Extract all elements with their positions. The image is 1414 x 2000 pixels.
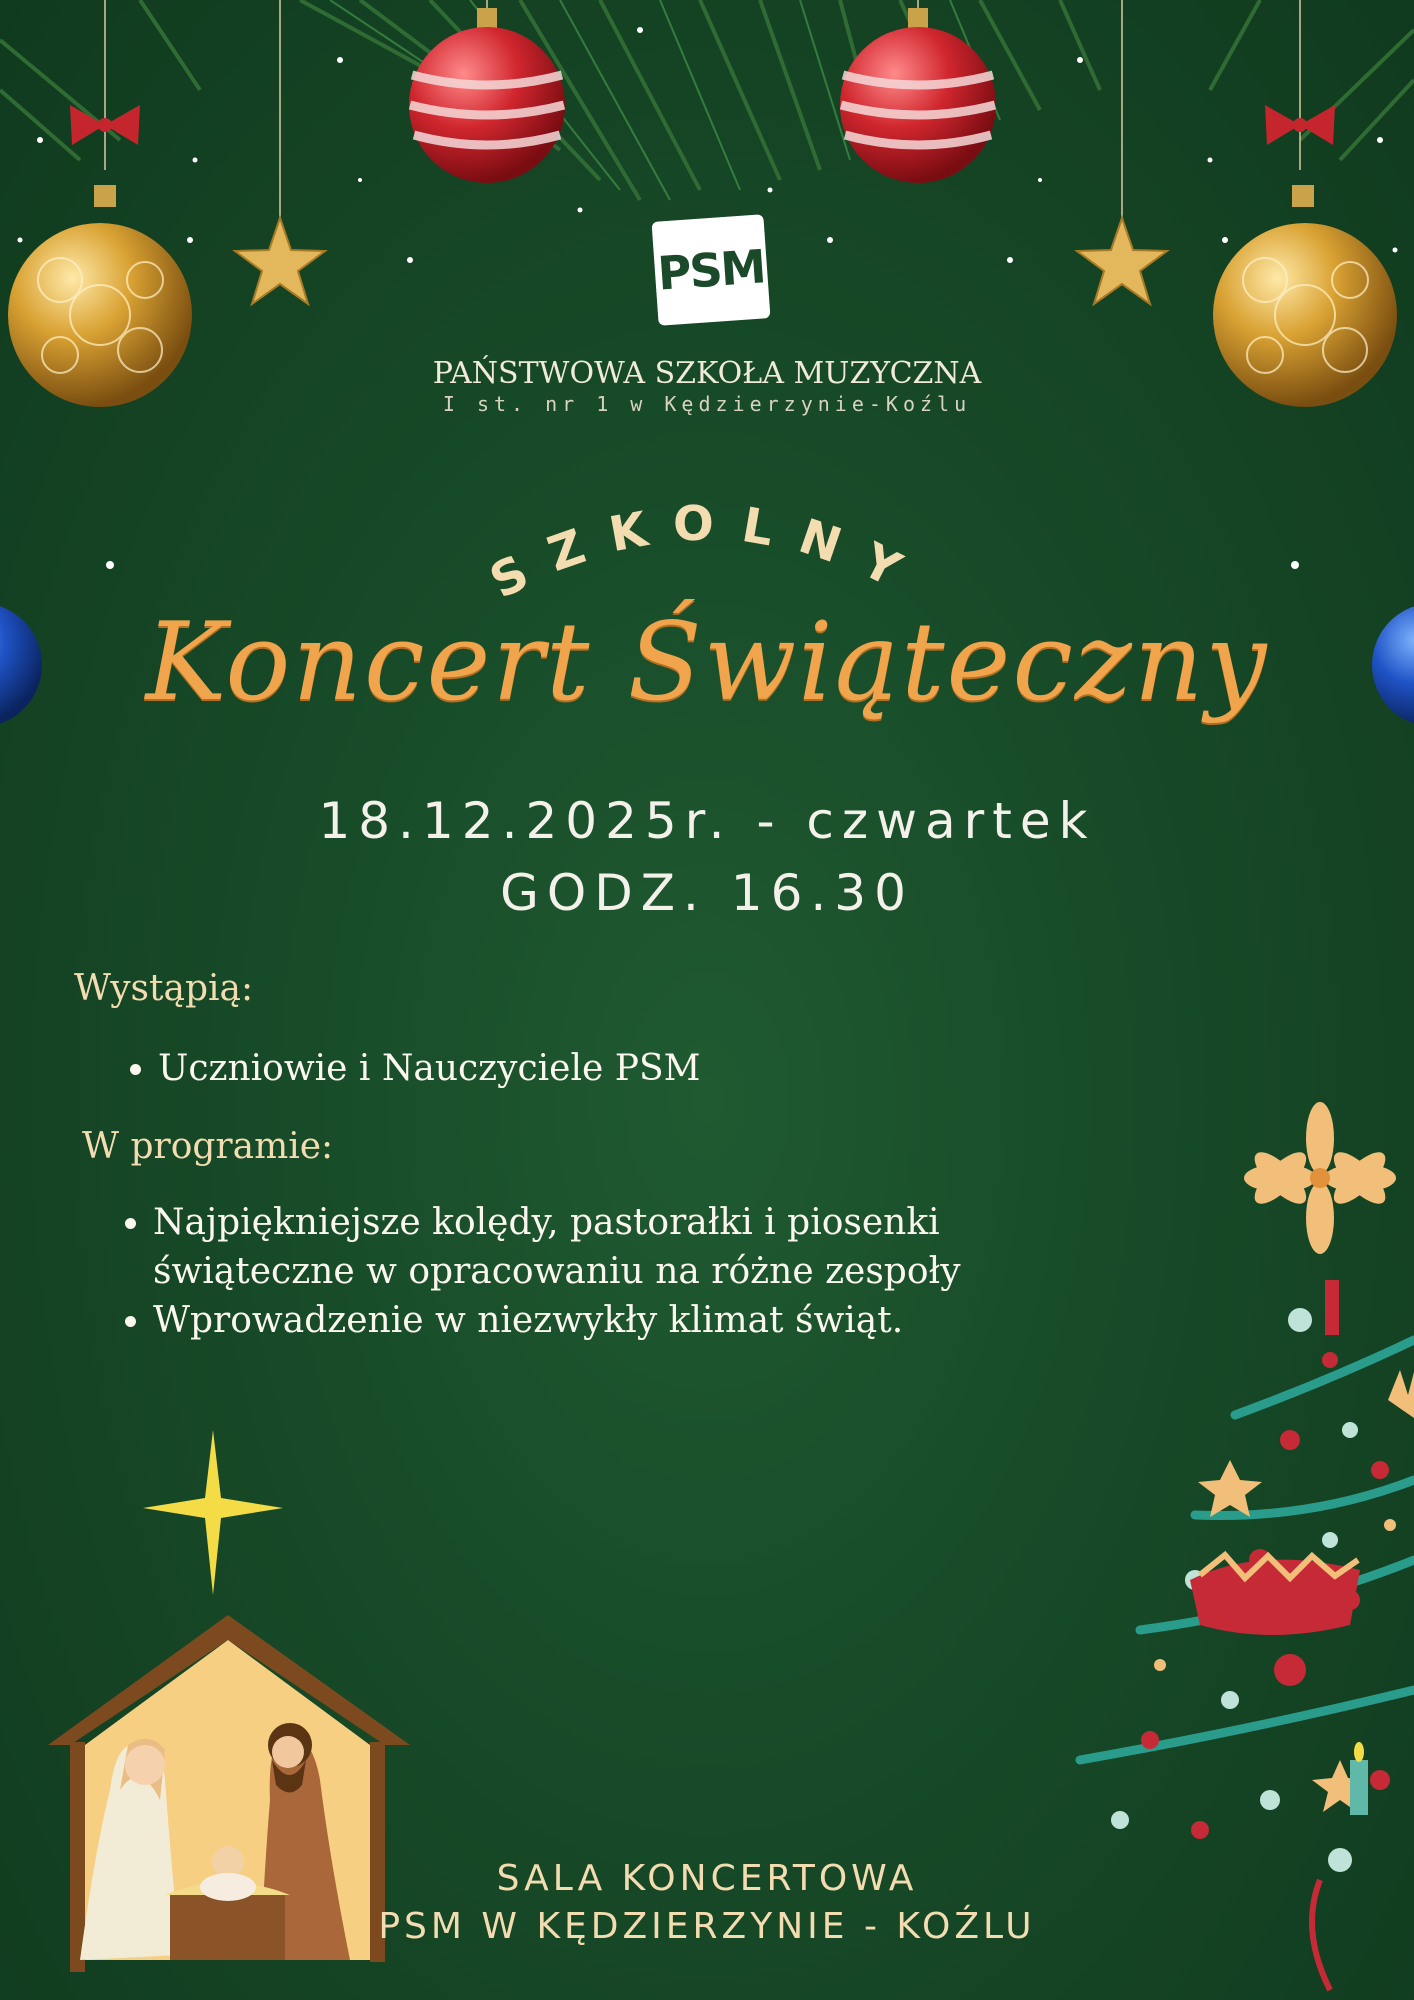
program-heading: W programie: — [82, 1126, 334, 1167]
performers-list — [120, 1044, 958, 1093]
logo-text: PSM — [655, 239, 767, 301]
svg-text:SZKOLNY — [481, 496, 932, 610]
list-item: • Uczniowie i Nauczyciele PSM — [158, 1044, 958, 1093]
list-item: • Wprowadzenie w niezwykły klimat świąt. — [153, 1296, 1013, 1345]
kicker-text: SZKOLNY — [481, 495, 933, 610]
event-time: GODZ. 16.30 — [500, 864, 914, 922]
event-date: 18.12.2025r. - czwartek — [318, 792, 1096, 850]
venue-line-1: SALA KONCERTOWA — [496, 1858, 918, 1899]
event-title: Koncert Świąteczny — [145, 600, 1269, 725]
school-name: PAŃSTWOWA SZKOŁA MUZYCZNA — [432, 356, 982, 391]
school-subtitle: I st. nr 1 w Kędzierzynie-Koźlu — [442, 392, 972, 416]
venue-line-2: PSM W KĘDZIERZYNIE - KOŹLU — [378, 1906, 1036, 1947]
list-item: • Najpiękniejsze kolędy, pastorałki i piosenki świąteczne w opracowaniu na różne zespoły — [153, 1198, 1013, 1296]
performers-heading: Wystąpią: — [74, 968, 254, 1009]
program-list — [115, 1198, 1013, 1345]
